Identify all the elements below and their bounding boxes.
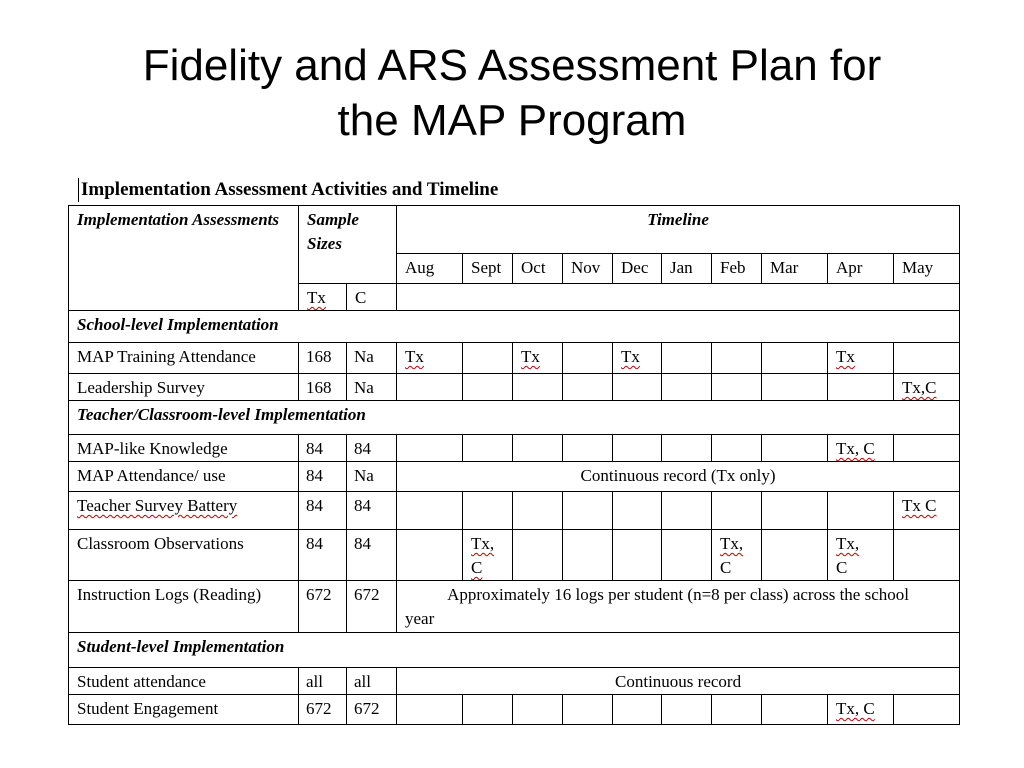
section-teacher (69, 401, 960, 435)
tx-size: 168 (299, 343, 347, 374)
cell-jan (662, 695, 712, 725)
cell-dec (613, 492, 662, 530)
cell-may (894, 435, 960, 462)
header-blank (397, 284, 960, 311)
cell-jan (662, 343, 712, 374)
cell-oct: Tx (513, 343, 563, 374)
row-label: MAP Attendance/ use (69, 462, 299, 492)
cell-jan (662, 492, 712, 530)
header-tx: Tx (299, 284, 347, 311)
cell-nov (563, 343, 613, 374)
row-label: Student attendance (69, 668, 299, 695)
month-aug: Aug (397, 254, 463, 284)
cell-apr: Tx (828, 343, 894, 374)
cell-nov (563, 695, 613, 725)
section-student (69, 633, 960, 668)
cell-feb (712, 435, 762, 462)
cell-apr: Tx, C (828, 435, 894, 462)
cell-dec (613, 435, 662, 462)
row-label: MAP Training Attendance (69, 343, 299, 374)
row-label: Teacher Survey Battery (69, 492, 299, 530)
cell-aug (397, 435, 463, 462)
cell-oct (513, 530, 563, 581)
cell-apr (828, 374, 894, 401)
header-sample-sizes: Sample Sizes (299, 206, 397, 284)
row-label: Student Engagement (69, 695, 299, 725)
tx-size: 84 (299, 435, 347, 462)
month-may: May (894, 254, 960, 284)
c-size: 84 (347, 435, 397, 462)
tx-size: 168 (299, 374, 347, 401)
row-label: MAP-like Knowledge (69, 435, 299, 462)
logs-description-cell (397, 581, 960, 633)
cell-sept (463, 435, 513, 462)
continuous-record-cell: Continuous record (397, 668, 960, 695)
cell-oct (513, 492, 563, 530)
cell-mar (762, 343, 828, 374)
month-dec: Dec (613, 254, 662, 284)
header-timeline: Timeline (397, 206, 960, 254)
row-label: Instruction Logs (Reading) (69, 581, 299, 633)
header-c: C (347, 284, 397, 311)
cell-sept (463, 695, 513, 725)
header-assessments: Implementation Assessments (69, 206, 299, 311)
assessment-plan-table (68, 205, 960, 725)
cell-aug (397, 492, 463, 530)
logs-description-line-2: year (405, 609, 435, 628)
c-size: all (347, 668, 397, 695)
cell-feb (712, 343, 762, 374)
cell-dec (613, 695, 662, 725)
month-nov: Nov (563, 254, 613, 284)
c-size: 84 (347, 492, 397, 530)
table-row (69, 462, 960, 492)
cell-nov (563, 374, 613, 401)
row-label: Leadership Survey (69, 374, 299, 401)
c-size: 672 (347, 581, 397, 633)
table-row (69, 435, 960, 462)
cell-oct (513, 374, 563, 401)
month-jan: Jan (662, 254, 712, 284)
cell-feb (712, 374, 762, 401)
month-apr: Apr (828, 254, 894, 284)
cell-apr: Tx, C (828, 695, 894, 725)
cell-dec: Tx (613, 343, 662, 374)
cell-may: Tx,C (894, 374, 960, 401)
cell-feb: Tx, C (712, 530, 762, 581)
month-oct: Oct (513, 254, 563, 284)
table-row (69, 374, 960, 401)
table-row (69, 492, 960, 530)
cell-nov (563, 530, 613, 581)
month-feb: Feb (712, 254, 762, 284)
tx-size: all (299, 668, 347, 695)
table-row (69, 343, 960, 374)
cell-nov (563, 435, 613, 462)
slide-title-line-1: Fidelity and ARS Assessment Plan for (142, 41, 882, 90)
cell-apr: Tx, C (828, 530, 894, 581)
row-label: Classroom Observations (69, 530, 299, 581)
c-size: Na (347, 462, 397, 492)
c-size: 84 (347, 530, 397, 581)
header-row-1 (69, 206, 960, 254)
cell-sept (463, 492, 513, 530)
cell-mar (762, 492, 828, 530)
cell-may (894, 343, 960, 374)
cell-aug (397, 695, 463, 725)
table-heading: Implementation Assessment Activities and Timeline (78, 178, 498, 202)
c-size: Na (347, 343, 397, 374)
cell-jan (662, 374, 712, 401)
section-title: School-level Implementation (69, 311, 960, 343)
cell-jan (662, 530, 712, 581)
c-size: 672 (347, 695, 397, 725)
table-row (69, 581, 960, 633)
section-title: Teacher/Classroom-level Implementation (69, 401, 960, 435)
logs-description-line-1: Approximately 16 logs per student (n=8 per class) across the school (447, 585, 909, 604)
cell-mar (762, 695, 828, 725)
cell-aug (397, 374, 463, 401)
cell-mar (762, 530, 828, 581)
cell-oct (513, 695, 563, 725)
slide-title-line-2: the MAP Program (337, 96, 687, 145)
cell-may (894, 530, 960, 581)
cell-dec (613, 374, 662, 401)
cell-apr (828, 492, 894, 530)
tx-size: 84 (299, 530, 347, 581)
tx-size: 672 (299, 695, 347, 725)
cell-nov (563, 492, 613, 530)
cell-dec (613, 530, 662, 581)
tx-size: 84 (299, 462, 347, 492)
cell-sept (463, 343, 513, 374)
cell-feb (712, 492, 762, 530)
table-row (69, 530, 960, 581)
cell-mar (762, 374, 828, 401)
cell-mar (762, 435, 828, 462)
cell-may (894, 695, 960, 725)
cell-jan (662, 435, 712, 462)
cell-feb (712, 695, 762, 725)
section-title: Student-level Implementation (69, 633, 960, 668)
c-size: Na (347, 374, 397, 401)
month-sept: Sept (463, 254, 513, 284)
table-row (69, 695, 960, 725)
cell-aug: Tx (397, 343, 463, 374)
cell-sept (463, 374, 513, 401)
table-row (69, 668, 960, 695)
cell-oct (513, 435, 563, 462)
month-mar: Mar (762, 254, 828, 284)
continuous-record-cell: Continuous record (Tx only) (397, 462, 960, 492)
slide-title (0, 38, 1024, 148)
section-school (69, 311, 960, 343)
cell-aug (397, 530, 463, 581)
tx-size: 84 (299, 492, 347, 530)
cell-sept: Tx, C (463, 530, 513, 581)
cell-may: Tx C (894, 492, 960, 530)
tx-size: 672 (299, 581, 347, 633)
